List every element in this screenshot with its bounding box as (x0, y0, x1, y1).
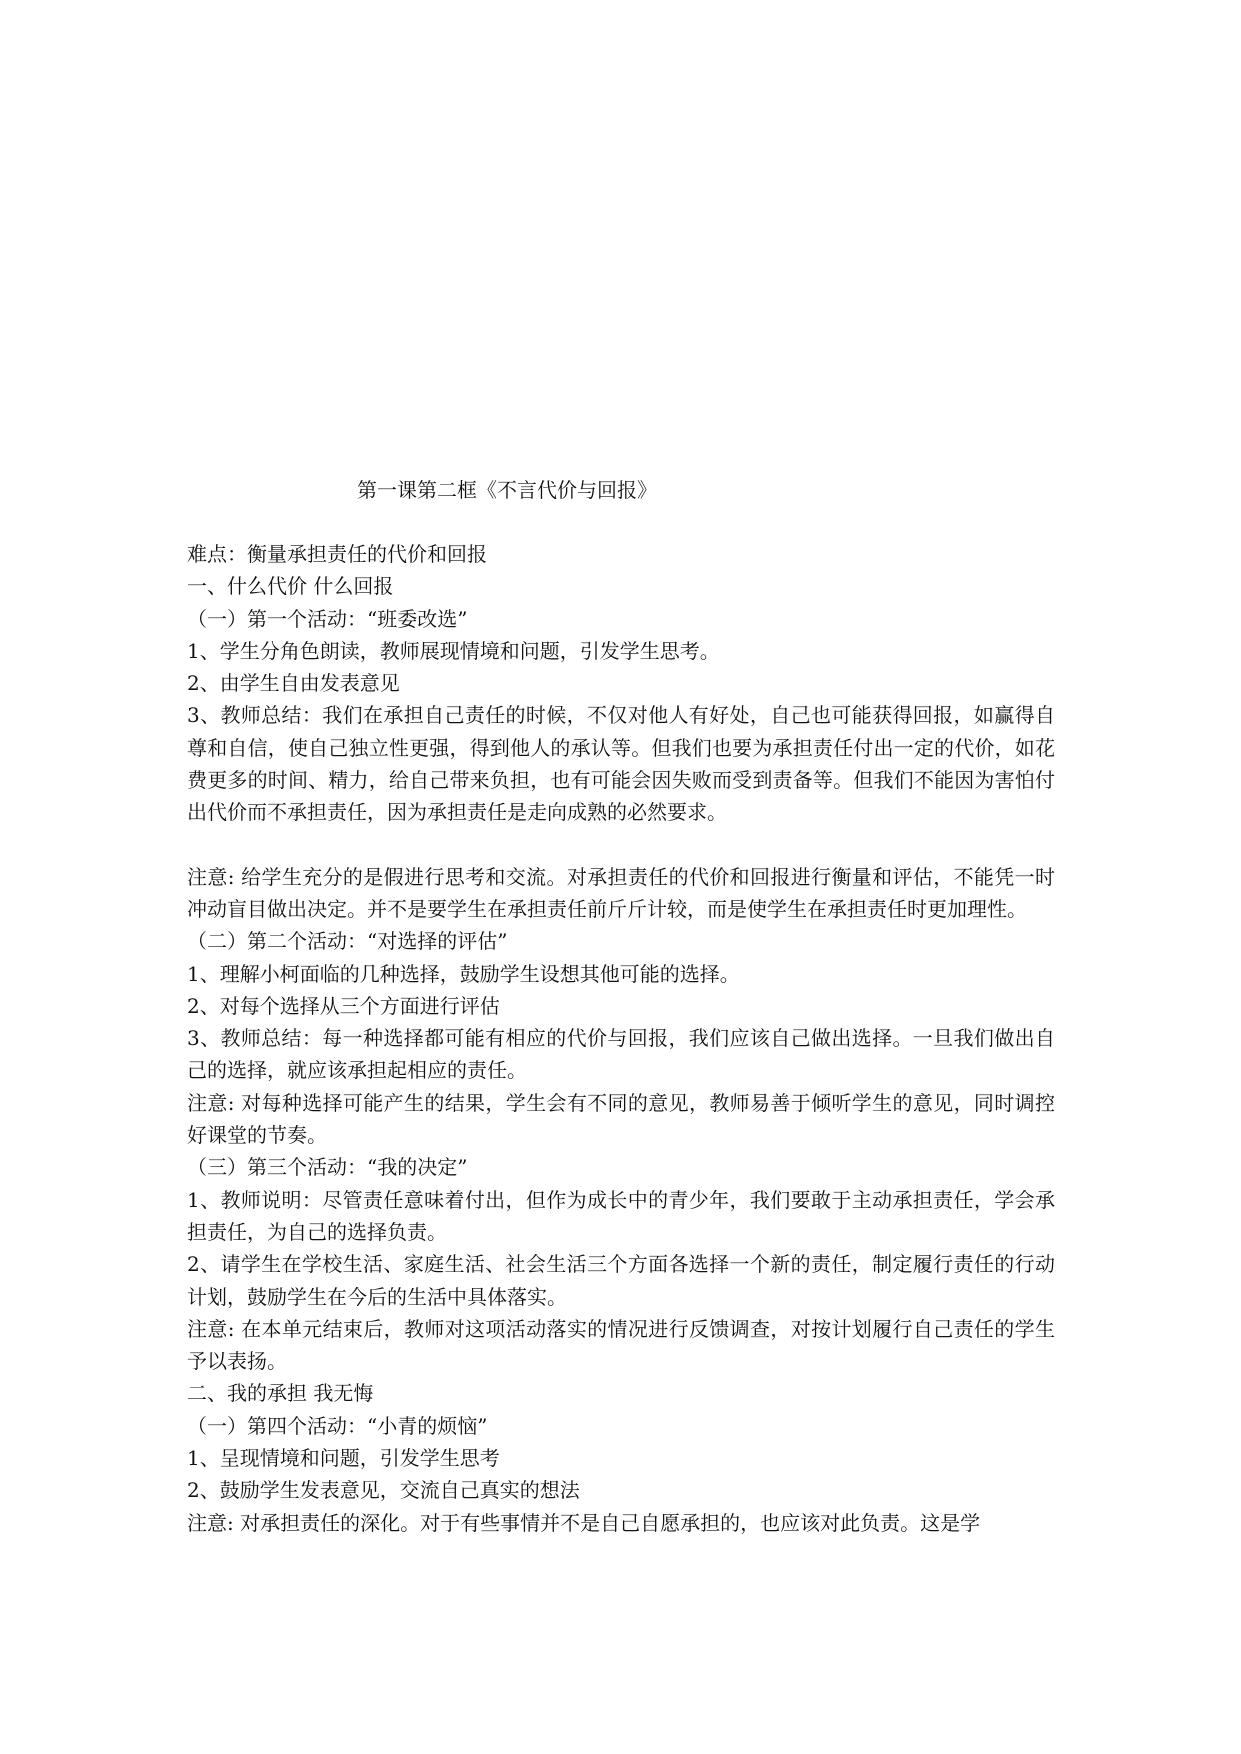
page-title: 第一课第二框《不言代价与回报》 (357, 478, 657, 502)
note-paragraph: 注意: 给学生充分的是假进行思考和交流。对承担责任的代价和回报进行衡量和评估，不能凭一时冲动盲目做出决定。并不是要学生在承担责任前斤斤计较，而是使学生在承担责任时更加理性。 (187, 864, 1055, 921)
note-paragraph: 注意: 在本单元结束后，教师对这项活动落实的情况进行反馈调查，对按计划履行自己责任的学生予以表扬。 (187, 1316, 1055, 1374)
list-item: 3、教师总结：每一种选择都可能有相应的代价与回报，我们应该自己做出选择。一旦我们做出自己的选择，就应该承担起相应的责任。 (187, 1026, 1055, 1083)
list-item: 1、教师说明：尽管责任意味着付出，但作为成长中的青少年，我们要敢于主动承担责任，学会承担责任，为自己的选择负责。 (187, 1187, 1055, 1244)
list-item: 3、教师总结：我们在承担自己责任的时候，不仅对他人有好处，自己也可能获得回报，如赢得自尊和自信，使自己独立性更强，得到他人的承认等。但我们也要为承担责任付出一定的代价，如花费更多的时间、精力，给自己带来负担，也有可能会因失败而受到责备等。但我们不能因为害怕付出代价而不承担责任，因为承担责任是走向成熟的必然要求。 (187, 703, 1055, 825)
subsection-heading: （一）第一个活动：“班委改选” (187, 606, 468, 631)
subsection-heading: （一）第四个活动：“小青的烦恼” (187, 1413, 488, 1438)
list-item: 1、理解小柯面临的几种选择，鼓励学生设想其他可能的选择。 (187, 961, 740, 986)
list-item: 2、由学生自由发表意见 (187, 671, 400, 696)
note-paragraph: 注意: 对承担责任的深化。对于有些事情并不是自己自愿承担的，也应该对此负责。这是学 (187, 1510, 981, 1535)
list-item: 1、学生分角色朗读，教师展现情境和问题，引发学生思考。 (187, 638, 720, 663)
subsection-heading: （三）第三个活动：“我的决定” (187, 1155, 468, 1180)
section-heading: 一、什么代价 什么回报 (187, 574, 394, 599)
paragraph: 难点：衡量承担责任的代价和回报 (187, 542, 487, 566)
blank-line (187, 829, 1055, 861)
document-body (187, 538, 1055, 1539)
section-heading: 二、我的承担 我无悔 (187, 1381, 374, 1406)
note-paragraph: 注意: 对每种选择可能产生的结果，学生会有不同的意见，教师易善于倾听学生的意见，同时调控好课堂的节奏。 (187, 1090, 1055, 1148)
subsection-heading: （二）第二个活动：“对选择的评估” (187, 929, 508, 954)
list-item: 2、鼓励学生发表意见，交流自己真实的想法 (187, 1478, 580, 1503)
list-item: 2、对每个选择从三个方面进行评估 (187, 993, 500, 1018)
list-item: 1、呈现情境和问题，引发学生思考 (187, 1446, 500, 1471)
list-item: 2、请学生在学校生活、家庭生活、社会生活三个方面各选择一个新的责任，制定履行责任的行动计划，鼓励学生在今后的生活中具体落实。 (187, 1252, 1055, 1309)
